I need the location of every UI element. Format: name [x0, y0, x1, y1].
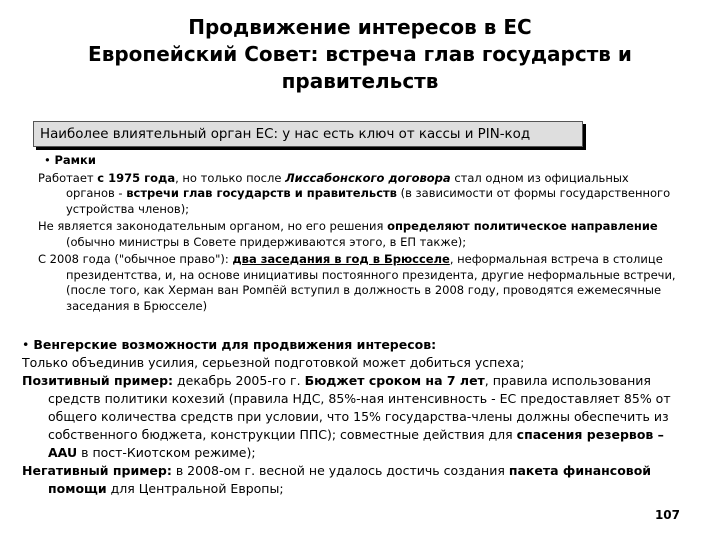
bullet-icon: • [22, 337, 30, 352]
text-run: декабрь 2005-го г. [173, 373, 305, 388]
title-line-2: Европейский Совет: встреча глав государств и [88, 42, 632, 66]
text-run: стал одном из официальных органов - [66, 170, 629, 200]
slide-title [60, 14, 660, 95]
text-run-bold-italic: Лиссабонского договора [285, 170, 451, 185]
framework-heading [44, 153, 678, 169]
text-run: Работает [38, 170, 98, 185]
text-run-bold: спасения резервов – AAU [48, 427, 664, 460]
title-line-1: Продвижение интересов в ЕС [188, 15, 532, 39]
framework-paragraph-1 [38, 171, 678, 218]
text-run-bold: с 1975 года [97, 170, 176, 185]
text-run: для Центральной Европы; [106, 481, 284, 496]
hungarian-heading [22, 336, 682, 354]
framework-paragraph-3 [38, 252, 678, 314]
text-run: , неформальная встреча в столице президентства, и, на основе инициативы постоянного президента, другие неформальные встречи, (после того, как Херман ван Ромпёй вступил в должность в 2008 году, проводятся ежемесячные заседания в Брюсселе) [66, 252, 676, 313]
hungarian-heading-text: Венгерские возможности для продвижения интересов: [33, 337, 437, 352]
text-run: С 2008 года ("обычное право"): [38, 252, 233, 266]
title-line-3: правительств [281, 69, 439, 93]
text-run: Не является законодательным органом, но его решения [38, 219, 388, 233]
key-message-banner: Наиболее влиятельный орган ЕС: у нас есть ключ от кассы и PIN-код [33, 121, 583, 147]
hungarian-paragraph-1: Только объединив усилия, серьезной подготовкой может добиться успеха; [22, 355, 525, 370]
text-run-bold: пакета финансовой помощи [48, 463, 652, 496]
framework-paragraph-2 [38, 219, 678, 250]
hungarian-paragraph-positive [22, 372, 682, 462]
text-run-bold: встречи глав государств и правительств [126, 186, 397, 200]
hungarian-paragraph-negative [22, 462, 682, 498]
text-run: , но только после [175, 170, 286, 185]
text-run-bold: Позитивный пример: [22, 373, 174, 388]
text-run-bold: Бюджет сроком на 7 лет [304, 373, 485, 388]
framework-heading-text: Рамки [54, 153, 96, 167]
page-number: 107 [654, 508, 680, 522]
text-run: , правила использования средств политики кохезий (правила НДС, 85%-ная интенсивность - ЕС предоставляет 85% от общего количества средств при условии, что 15% государства-члены должны обеспечить из собственного бюджета, конструкции ППС); совместные действия для [48, 373, 671, 442]
framework-section [38, 153, 678, 316]
text-run: в пост-Киотском режиме); [77, 445, 256, 460]
text-run-bold-underline: два заседания в год в Брюсселе [232, 252, 450, 266]
text-run: (обычно министры в Совете придерживаются этого, в ЕП также); [66, 234, 467, 249]
text-run: (в зависимости от формы государственного устройства членов); [66, 186, 671, 216]
hungarian-section [22, 336, 682, 498]
text-run: в 2008-ом г. весной не удалось достичь создания [171, 463, 509, 478]
text-run-bold: определяют политическое направление [387, 219, 658, 233]
text-run-bold: Негативный пример: [22, 463, 172, 478]
bullet-icon: • [44, 153, 51, 167]
